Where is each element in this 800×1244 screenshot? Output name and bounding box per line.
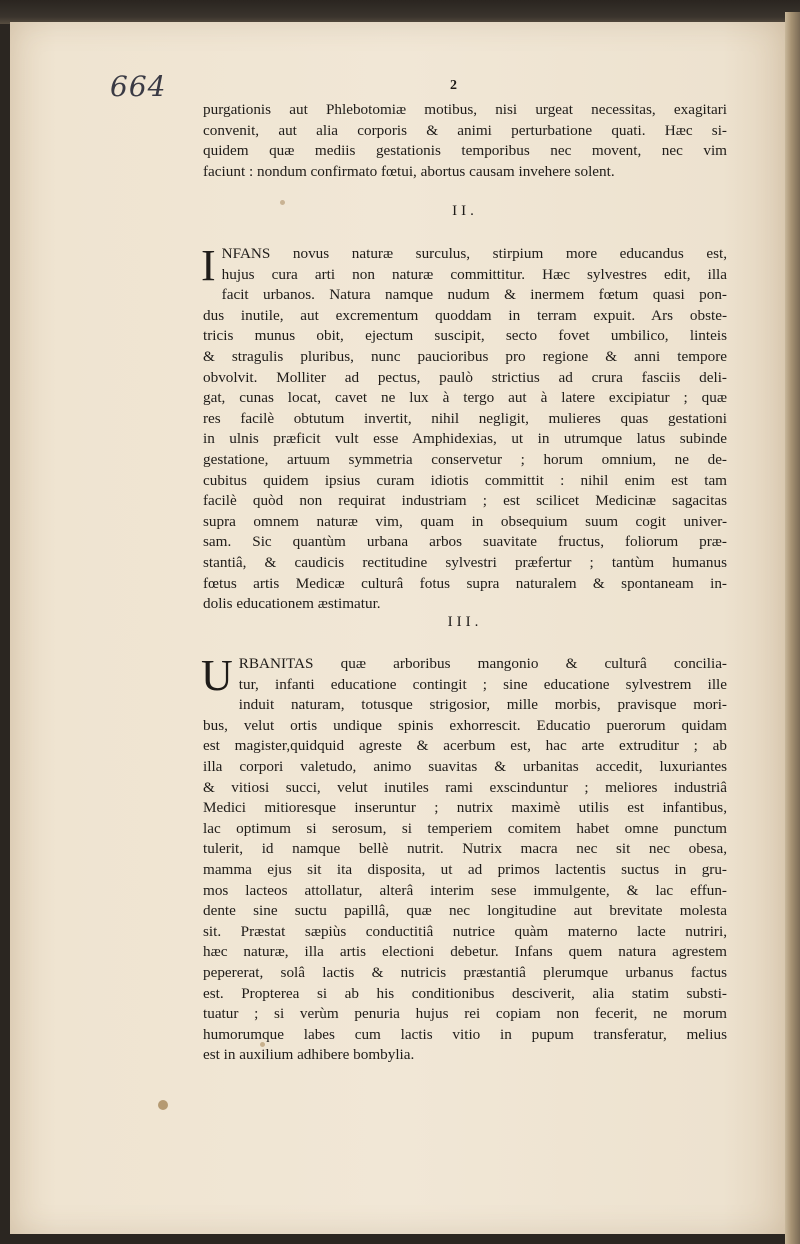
text-line: Medici mitioresque inseruntur ; nutrix maximè utilis est infantibus,: [203, 799, 727, 817]
text-line: mamma ejus sit ita disposita, ut ad primos lactentis suctus in gru-: [203, 860, 727, 878]
text-line: illa corpori valetudo, animo suavitas & urbanitas accedit, luxuriantes: [203, 757, 727, 775]
text-line: dente sine suctu papillâ, quæ nec longitudine aut brevitate molesta: [203, 902, 727, 920]
text-line: lac optimum si serosum, si temperiem comitem habet omne punctum: [203, 819, 727, 837]
text-line: bus, velut ortis undique spinis exhorrescit. Educatio puerorum quidam: [203, 716, 727, 734]
text-line: tuatur ; si verùm penuria hujus rei copiam non fecerit, ne morum: [203, 1005, 727, 1023]
text-line: tur, infanti educatione contingit ; sine educatione sylvestrem ille: [238, 675, 727, 693]
text-line: in ulnis præficit vult esse Amphidexias, ut in utrumque latus subinde: [203, 430, 727, 448]
text-line: hæc naturæ, illa artis electioni debetur. Infans quem natura agrestem: [203, 943, 727, 961]
text-line: gat, cunas locat, cavet ne lux à tergo aut à latere excipiatur ; quæ: [203, 389, 727, 407]
text-line: tricis munus obit, ejectum suscipit, secto fovet umbilico, linteis: [203, 327, 727, 345]
text-line: obvolvit. Molliter ad pectus, paulò strictius ad crura fasciis deli-: [203, 368, 727, 386]
foxing-spot: [158, 1100, 168, 1110]
text-line: & stragulis pluribus, nunc paucioribus pro regione & anni tempore: [203, 347, 727, 365]
page-top-shadow: [0, 0, 800, 24]
continuation-paragraph: [203, 100, 727, 182]
text-line: facit urbanos. Natura namque nudum & inermem fœtum quasi pon-: [221, 286, 727, 304]
text-line: cubitus quidem ipsius curam idiotis committit : nihil enim est tam: [203, 471, 727, 489]
text-line: convenit, aut alia corporis & animi perturbatione quati. Hæc si-: [203, 121, 727, 139]
drop-capital: U: [201, 651, 233, 700]
signature-mark: 2: [450, 78, 457, 93]
text-line: fœtus artis Medicæ culturâ fotus supra naturalem & spontaneam in-: [203, 574, 727, 592]
text-line: res facilè obtutum invertit, nihil negligit, mulieres quas gestationi: [203, 409, 727, 427]
text-line: sam. Sic quantùm urbana arbos suavitate fructus, foliorum præ-: [203, 533, 727, 551]
text-line: est. Propterea si ab his conditionibus desciverit, alia statim substi-: [203, 984, 727, 1002]
text-line: est magister,quidquid agreste & acerbum est, hac arte extruditur ; ab: [203, 737, 727, 755]
text-line: purgationis aut Phlebotomiæ motibus, nisi urgeat necessitas, exagitari: [203, 101, 727, 118]
text-line: dolis educationem æstimatur.: [203, 595, 381, 613]
text-line: mos lacteos attollatur, alterâ interim sese immulgente, & lac effun-: [203, 881, 727, 899]
text-line: faciunt : nondum confirmato fœtui, abortus causam invehere solent.: [203, 162, 615, 180]
text-line: induit naturam, totusque strigosior, mille morbis, pravisque mori-: [238, 696, 727, 714]
text-line: NFANS novus naturæ surculus, stirpium more educandus est,: [221, 245, 727, 262]
text-line: supra omnem naturæ vim, quam in obsequium suum cogit univer-: [203, 512, 727, 530]
text-line: humorumque labes cum lactis vitio in pupum transferatur, melius: [203, 1025, 727, 1043]
page-number: 664: [110, 70, 167, 103]
text-line: dus inutile, aut excrementum quoddam in terram expuit. Ars obste-: [203, 306, 727, 324]
drop-capital: I: [201, 241, 216, 290]
text-line: RBANITAS quæ arboribus mangonio & culturâ concilia-: [238, 655, 727, 672]
section-ii-body: [201, 241, 727, 615]
text-line: facilè quòd non requirat industriam ; est scilicet Medicinæ sagacitas: [203, 492, 727, 510]
text-line: hujus cura arti non naturæ committitur. Hæc sylvestres edit, illa: [221, 265, 727, 283]
text-line: gestatione, artuum symmetria conservetur ; horum omnium, ne de-: [203, 450, 727, 468]
text-line: pepererat, solâ lactis & nutricis præstantiâ plerumque urbanus factus: [203, 963, 727, 981]
section-heading-ii: II.: [452, 203, 478, 219]
text-line: tulerit, id namque bellè nutrit. Nutrix macra nec sit nec obesa,: [203, 840, 727, 858]
text-line: quidem quæ mediis gestationis temporibus nec movent, nec vim: [203, 142, 727, 160]
text-line: stantiâ, & caudicis rectitudine sylvestri præfertur ; tantùm humanus: [203, 553, 727, 571]
page-edge: [785, 12, 800, 1244]
section-iii-body: [201, 651, 727, 1066]
text-line: sit. Præstat sæpiùs conductitiâ nutrice quàm materno lacte nutriri,: [203, 922, 727, 940]
section-heading-iii: III.: [447, 614, 483, 630]
text-line: est in auxilium adhibere bombylia.: [203, 1046, 415, 1064]
text-line: & vitiosi succi, velut inutiles rami exscinduntur ; meliores industriâ: [203, 778, 727, 796]
